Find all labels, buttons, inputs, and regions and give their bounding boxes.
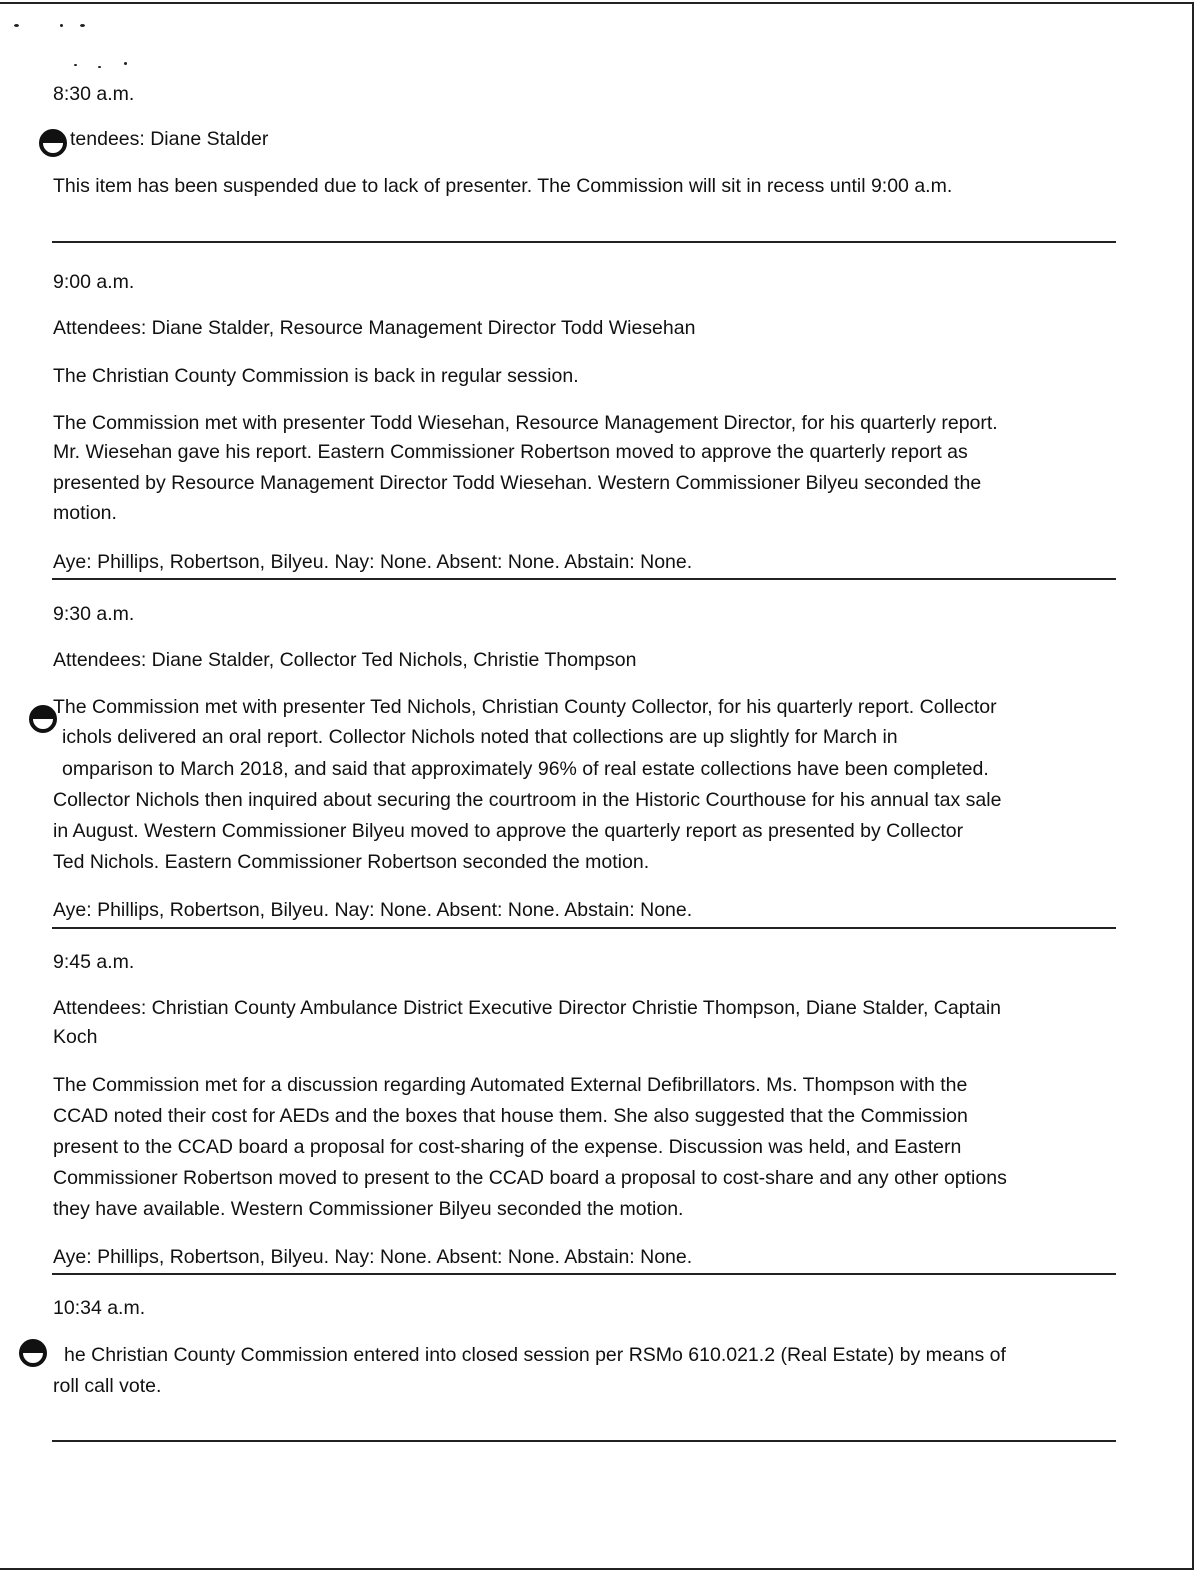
body-line: The Commission met with presenter Todd Wiesehan, Resource Management Director, for his quarterly report. xyxy=(53,412,998,434)
body-line: Collector Nichols then inquired about securing the courtroom in the Historic Courthouse for his annual tax sale xyxy=(53,789,1002,811)
body-line: present to the CCAD board a proposal for cost-sharing of the expense. Discussion was held, and Eastern xyxy=(53,1136,962,1158)
scan-speck xyxy=(98,66,101,68)
section-time: 9:30 a.m. xyxy=(53,603,135,625)
attendees-line: Attendees: Diane Stalder, Resource Management Director Todd Wiesehan xyxy=(53,317,696,339)
body-line: Mr. Wiesehan gave his report. Eastern Commissioner Robertson moved to approve the quarterly report as xyxy=(53,441,968,463)
attendees-line: tendees: Diane Stalder xyxy=(70,128,269,150)
body-line: motion. xyxy=(53,502,117,524)
section-divider xyxy=(52,578,1116,580)
scan-speck xyxy=(60,24,63,27)
body-line: The Christian County Commission is back in regular session. xyxy=(53,365,579,387)
body-line: in August. Western Commissioner Bilyeu moved to approve the quarterly report as presented by Collector xyxy=(53,820,964,842)
body-line: This item has been suspended due to lack of presenter. The Commission will sit in recess until 9:00 a.m. xyxy=(53,175,953,197)
body-line: they have available. Western Commissioner Bilyeu seconded the motion. xyxy=(53,1198,684,1220)
scan-border-bottom xyxy=(0,1568,1194,1570)
section-time: 8:30 a.m. xyxy=(53,83,135,105)
scan-speck xyxy=(124,62,127,65)
body-line: The Commission met with presenter Ted Nichols, Christian County Collector, for his quarterly report. Collector xyxy=(53,696,997,718)
scan-border-top xyxy=(0,2,1194,4)
punch-hole-icon xyxy=(18,1338,48,1368)
body-line: Commissioner Robertson moved to present to the CCAD board a proposal to cost-share and any other options xyxy=(53,1167,1007,1189)
scan-border-right xyxy=(1192,2,1194,1570)
punch-hole-icon xyxy=(38,128,68,158)
scan-speck xyxy=(80,24,85,27)
attendees-line: Attendees: Diane Stalder, Collector Ted Nichols, Christie Thompson xyxy=(53,649,637,671)
body-line: Ted Nichols. Eastern Commissioner Robertson seconded the motion. xyxy=(53,851,650,873)
section-divider xyxy=(52,927,1116,929)
vote-line: Aye: Phillips, Robertson, Bilyeu. Nay: None. Absent: None. Abstain: None. xyxy=(53,551,693,573)
section-time: 10:34 a.m. xyxy=(53,1297,146,1319)
section-time: 9:00 a.m. xyxy=(53,271,135,293)
section-divider xyxy=(52,241,1116,243)
body-line: ichols delivered an oral report. Collector Nichols noted that collections are up slightly for March in xyxy=(62,726,898,748)
vote-line: Aye: Phillips, Robertson, Bilyeu. Nay: None. Absent: None. Abstain: None. xyxy=(53,1246,693,1268)
body-line: CCAD noted their cost for AEDs and the boxes that house them. She also suggested that the Commission xyxy=(53,1105,968,1127)
body-line: The Commission met for a discussion regarding Automated External Defibrillators. Ms. Thompson with the xyxy=(53,1074,968,1096)
body-line: he Christian County Commission entered into closed session per RSMo 610.021.2 (Real Estate) by means of xyxy=(64,1344,1006,1366)
attendees-line: Attendees: Christian County Ambulance District Executive Director Christie Thompson, Diane Stalder, Captain xyxy=(53,997,1001,1019)
section-divider xyxy=(52,1273,1116,1275)
section-time: 9:45 a.m. xyxy=(53,951,135,973)
attendees-line: Koch xyxy=(53,1026,98,1048)
body-line: presented by Resource Management Director Todd Wiesehan. Western Commissioner Bilyeu seconded the xyxy=(53,472,982,494)
vote-line: Aye: Phillips, Robertson, Bilyeu. Nay: None. Absent: None. Abstain: None. xyxy=(53,899,693,921)
scan-speck xyxy=(14,24,19,27)
section-divider xyxy=(52,1440,1116,1442)
scan-speck xyxy=(74,64,77,66)
body-line: roll call vote. xyxy=(53,1375,162,1397)
body-line: omparison to March 2018, and said that approximately 96% of real estate collections have been completed. xyxy=(62,758,989,780)
